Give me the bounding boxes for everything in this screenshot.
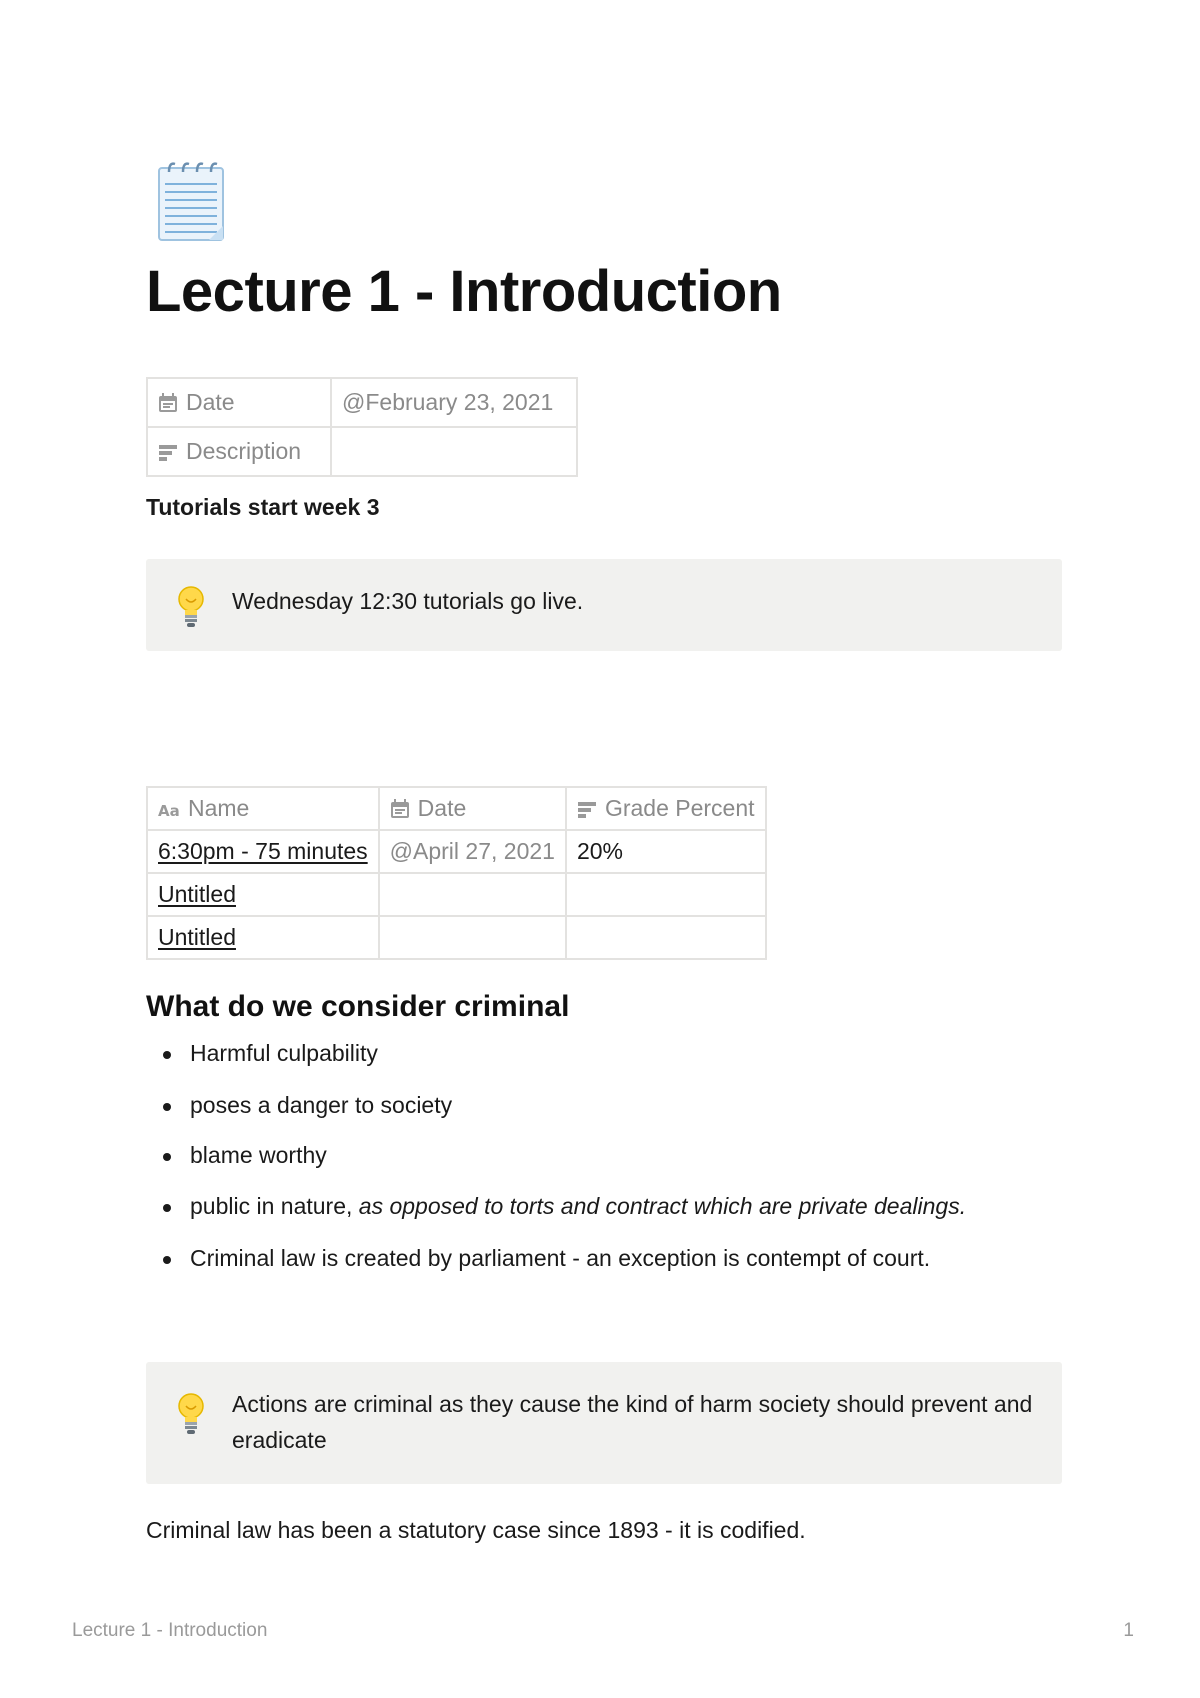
cell-grade[interactable] [566,873,766,916]
bullet-dot [163,1103,171,1111]
callout [146,1362,1062,1484]
column-header-name[interactable]: Aa Name [147,787,379,830]
callout-text: Wednesday 12:30 tutorials go live. [232,588,584,614]
notepad-icon [155,158,227,242]
lightbulb-icon [176,585,206,629]
inline-database [146,786,767,960]
section-heading: What do we consider criminal [146,990,570,1023]
bullet-dot [163,1256,171,1264]
column-header-grade-percent[interactable]: Grade Percent [566,787,766,830]
cell-name[interactable] [147,830,379,873]
cell-date[interactable] [379,916,566,959]
table-row [147,916,766,959]
cell-name[interactable] [147,916,379,959]
row-link[interactable]: Untitled [158,924,236,950]
cell-name[interactable] [147,873,379,916]
bullet-dot [163,1051,171,1059]
lightbulb-icon [176,1392,206,1436]
property-key: Date [147,378,331,427]
page-properties [146,377,578,477]
database-header-row [147,787,766,830]
bold-text-line: Tutorials start week 3 [146,494,380,520]
property-row-description [147,427,577,476]
text-property-icon [158,442,178,462]
svg-text:Aa: Aa [158,802,180,819]
italic-text: as opposed to torts and contract which are private dealings. [358,1193,967,1219]
page-number: 1 [1123,1620,1134,1641]
callout [146,559,1062,651]
property-key: Description [147,427,331,476]
cell-date[interactable]: @April 27, 2021 [379,830,566,873]
property-row-date [147,378,577,427]
text-property-icon [577,799,597,819]
cell-grade[interactable]: 20% [566,830,766,873]
paragraph: Criminal law has been a statutory case since 1893 - it is codified. [146,1517,806,1543]
callout-text: Actions are criminal as they cause the kind of harm society should prevent and eradicate [232,1391,1033,1453]
page-title: Lecture 1 - Introduction [146,259,782,324]
name-property-icon [158,801,180,819]
row-link[interactable]: Untitled [158,881,236,907]
bullet-dot [163,1204,171,1212]
cell-grade[interactable] [566,916,766,959]
row-link[interactable]: 6:30pm - 75 minutes [158,838,368,864]
calendar-icon [158,393,178,413]
calendar-icon [390,799,410,819]
bullet-dot [163,1153,171,1161]
footer-title: Lecture 1 - Introduction [72,1620,268,1641]
table-row [147,830,766,873]
column-header-date[interactable]: Date [379,787,566,830]
table-row [147,873,766,916]
property-value-date[interactable]: @February 23, 2021 [331,378,577,427]
property-value-description[interactable] [331,427,577,476]
cell-date[interactable] [379,873,566,916]
